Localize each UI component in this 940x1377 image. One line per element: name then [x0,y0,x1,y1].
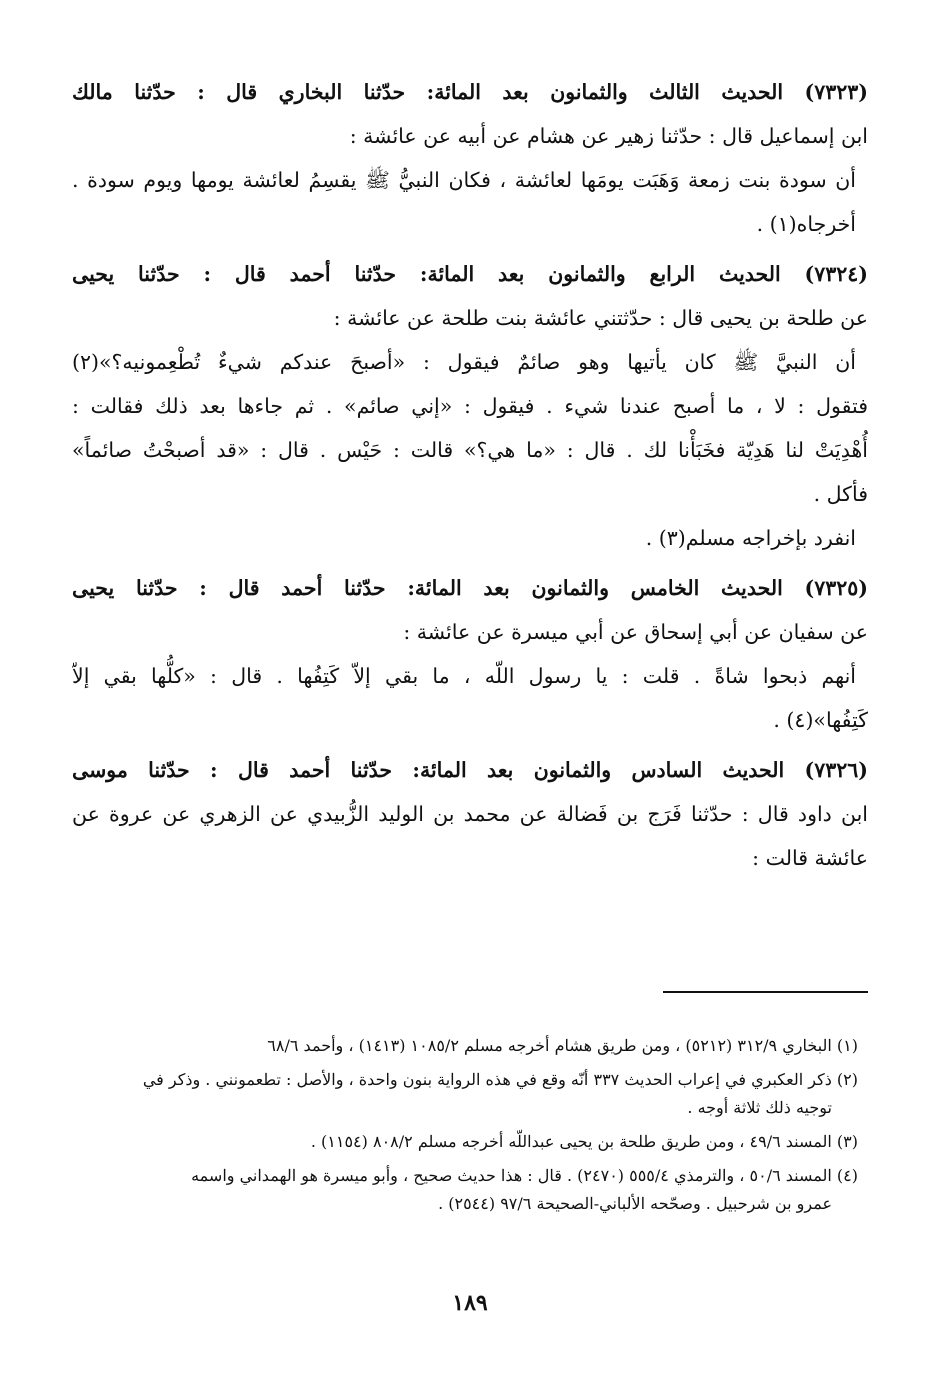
hadith-heading-line: (٧٣٢٥) الحديث الخامس والثمانون بعد المائة: حدّثنا أحمد قال : حدّثنا يحيى [72,576,868,600]
hadith-heading-line: ابن إسماعيل قال : حدّثنا زهير عن هشام عن أبيه عن عائشة : [349,124,868,148]
hadith-text-line: أن سودة بنت زمعة وَهَبَت يومَها لعائشة ، فكان النبيُّ ﷺ يقسِمُ لعائشة يومها ويوم سودة . [72,168,856,192]
hadith-heading-line: (٧٣٢٦) الحديث السادس والثمانون بعد المائة: حدّثنا أحمد قال : حدّثنا موسى [72,758,868,782]
hadith-text-line: أُهْدِيَتْ لنا هَدِيّة فخَبَأْنا لك . قال : «ما هي؟» قالت : حَيْس . قال : «قد أصبحْتُ صائماً» [72,438,868,462]
hadith-heading-line: عن طلحة بن يحيى قال : حدّثتني عائشة بنت طلحة عن عائشة : [333,306,868,330]
hadith-reference: انفرد بإخراجه مسلم(٣) . [645,526,856,550]
hadith-text-line: أن النبيَّ ﷺ كان يأتيها وهو صائمٌ فيقول : «أصبحَ عندكم شيءٌ تُطْعِمونيه؟»(٢) [72,350,856,374]
hadith-text-line: كَتِفُها»(٤) . [773,708,868,732]
hadith-7323 [72,70,868,246]
footnotes [72,1032,868,1218]
page-number: ١٨٩ [452,1290,488,1316]
footnote-4-continuation: عمرو بن شرحبيل . وصحّحه الألباني-الصحيحة ٩٧/٦ (٢٥٤٤) . [438,1194,832,1213]
hadith-7326 [72,748,868,880]
hadith-heading-line: (٧٣٢٤) الحديث الرابع والثمانون بعد المائة: حدّثنا أحمد قال : حدّثنا يحيى [72,262,868,286]
hadith-heading-line: عن سفيان عن أبي إسحاق عن أبي ميسرة عن عائشة : [403,620,868,644]
hadith-heading-line: عائشة قالت : [752,846,868,870]
hadith-text-line: فتقول : لا ، ما أصبح عندنا شيء . فيقول : «إني صائم» . ثم جاءها بعد ذلك فقالت : [72,394,868,418]
hadith-text-line: فأكل . [813,482,868,506]
hadith-7325 [72,566,868,742]
hadith-7324 [72,252,868,560]
footnote-2: (٢) ذكر العكبري في إعراب الحديث ٣٣٧ أنّه وقع في هذه الرواية بنون واحدة ، والأصل : تطعمونني . وذكر في [142,1070,858,1089]
footnote-divider [663,991,868,993]
footnote-4: (٤) المسند ٥٠/٦ ، والترمذي ٥٥٥/٤ (٢٤٧٠) . قال : هذا حديث صحيح ، وأبو ميسرة هو الهمداني واسمه [191,1166,858,1185]
footnote-3: (٣) المسند ٤٩/٦ ، ومن طريق طلحة بن يحيى عبداللّه أخرجه مسلم ٨٠٨/٢ (١١٥٤) . [310,1132,858,1151]
hadith-heading-line: ابن داود قال : حدّثنا فَرَج بن فَضالة عن محمد بن الوليد الزُّبيدي عن الزهري عن عروة عن [72,802,868,826]
hadith-heading-line: (٧٣٢٣) الحديث الثالث والثمانون بعد المائة: حدّثنا البخاري قال : حدّثنا مالك [72,80,868,104]
footnote-1: (١) البخاري ٣١٢/٩ (٥٢١٢) ، ومن طريق هشام أخرجه مسلم ١٠٨٥/٢ (١٤١٣) ، وأحمد ٦٨/٦ [267,1036,858,1055]
hadith-reference: أخرجاه(١) . [756,212,856,236]
hadith-text-line: أنهم ذبحوا شاةً . قلت : يا رسول اللّه ، ما بقي إلاّ كَتِفُها . قال : «كلُّها بقي إلاّ [72,664,856,688]
footnote-2-continuation: توجيه ذلك ثلاثة أوجه . [687,1098,832,1117]
